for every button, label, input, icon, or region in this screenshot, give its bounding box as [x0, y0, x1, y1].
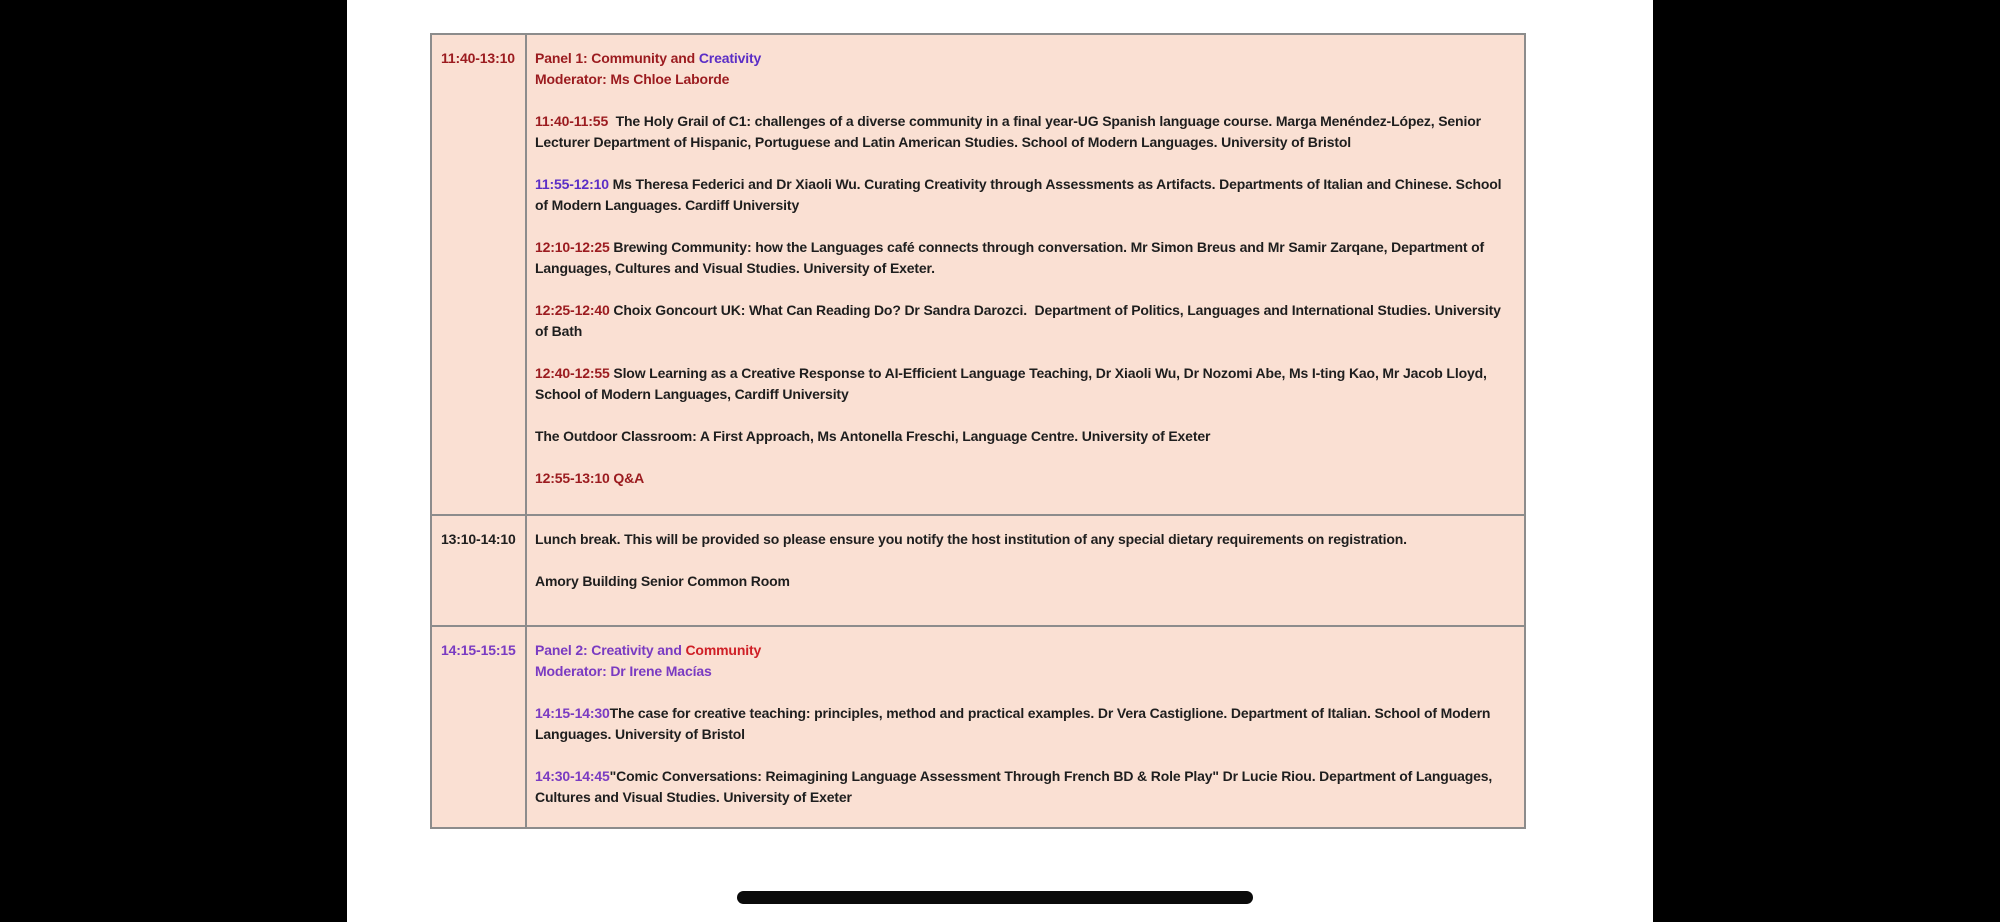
text-segment: Panel 1: Community and: [535, 50, 699, 66]
left-letterbox: [0, 0, 347, 922]
home-indicator-bar[interactable]: [737, 891, 1253, 904]
text-segment: 14:30-14:45: [535, 768, 610, 784]
document-canvas: [347, 0, 1653, 922]
text-segment: Choix Goncourt UK: What Can Reading Do? Dr Sandra Darozci. Department of Politics, Languages and International Studies. University of Bath: [535, 302, 1505, 339]
schedule-row: [432, 35, 1524, 514]
session-paragraph: [535, 426, 1510, 447]
right-letterbox: [1653, 0, 2000, 922]
text-segment: Lunch break. This will be provided so please ensure you notify the host institution of any special dietary requirements on registration.: [535, 531, 1407, 547]
time-label: 13:10-14:10: [441, 531, 516, 547]
text-segment: Moderator: Ms Chloe Laborde: [535, 71, 730, 87]
text-segment: Creativity: [698, 50, 762, 66]
text-segment: 11:55-12:10: [535, 176, 613, 192]
session-paragraph: [535, 237, 1510, 279]
text-segment: "Comic Conversations: Reimagining Language Assessment Through French BD & Role Play" Dr Lucie Riou. Department of Languages, Cultures and Visual Studies. University of Exeter: [535, 768, 1496, 805]
text-segment: Brewing Community: how the Languages café connects through conversation. Mr Simon Breus and Mr Samir Zarqane, Department of Languages, Cultures and Visual Studies. University of Exeter.: [535, 239, 1488, 276]
time-cell: [432, 35, 527, 514]
schedule-row: [432, 625, 1524, 827]
text-segment: 12:55-13:10 Q&A: [535, 470, 645, 486]
text-segment: Slow Learning as a Creative Response to AI-Efficient Language Teaching, Dr Xiaoli Wu, Dr Nozomi Abe, Ms I-ting Kao, Mr Jacob Lloyd, School of Modern Languages, Cardiff University: [535, 365, 1491, 402]
time-label: 11:40-13:10: [441, 50, 515, 66]
session-paragraph: [535, 363, 1510, 405]
text-segment: Panel 2: Creativity and: [535, 642, 686, 658]
time-label: 14:15-15:15: [441, 642, 516, 658]
session-paragraph: [535, 571, 1510, 592]
text-segment: 12:40-12:55: [535, 365, 614, 381]
text-segment: The Outdoor Classroom: A First Approach, Ms Antonella Freschi, Language Centre. University of Exeter: [535, 428, 1211, 444]
session-paragraph: [535, 111, 1510, 153]
text-segment: Ms Theresa Federici and Dr Xiaoli Wu. Curating Creativity through Assessments as Artifacts. Departments of Italian and Chinese. School of Modern Languages. Cardiff University: [535, 176, 1506, 213]
session-cell: [527, 627, 1524, 827]
text-segment: The Holy Grail of C1: challenges of a diverse community in a final year-UG Spanish language course. Marga Menéndez-López, Senior Lecturer Department of Hispanic, Portuguese and Latin American Studies. School of Modern Languages. University of Bristol: [535, 113, 1485, 150]
text-segment: 14:15-14:30: [535, 705, 610, 721]
text-segment: Moderator: Dr Irene Macías: [535, 663, 712, 679]
session-paragraph: [535, 529, 1510, 550]
session-paragraph: [535, 703, 1510, 745]
text-segment: 12:25-12:40: [535, 302, 614, 318]
session-paragraph: [535, 640, 1510, 682]
session-paragraph: [535, 766, 1510, 808]
session-paragraph: [535, 174, 1510, 216]
text-segment: Community: [685, 642, 762, 658]
session-paragraph: [535, 300, 1510, 342]
time-cell: [432, 627, 527, 827]
session-cell: [527, 516, 1524, 625]
session-paragraph: [535, 48, 1510, 90]
text-segment: 12:10-12:25: [535, 239, 614, 255]
text-segment: Amory Building Senior Common Room: [535, 573, 790, 589]
session-cell: [527, 35, 1524, 514]
session-paragraph: [535, 468, 1510, 489]
text-segment: 11:40-11:55: [535, 113, 616, 129]
schedule-table: [430, 33, 1526, 829]
time-cell: [432, 516, 527, 625]
text-segment: The case for creative teaching: principles, method and practical examples. Dr Vera Castiglione. Department of Italian. School of Modern Languages. University of Bristol: [535, 705, 1495, 742]
schedule-row: [432, 514, 1524, 625]
